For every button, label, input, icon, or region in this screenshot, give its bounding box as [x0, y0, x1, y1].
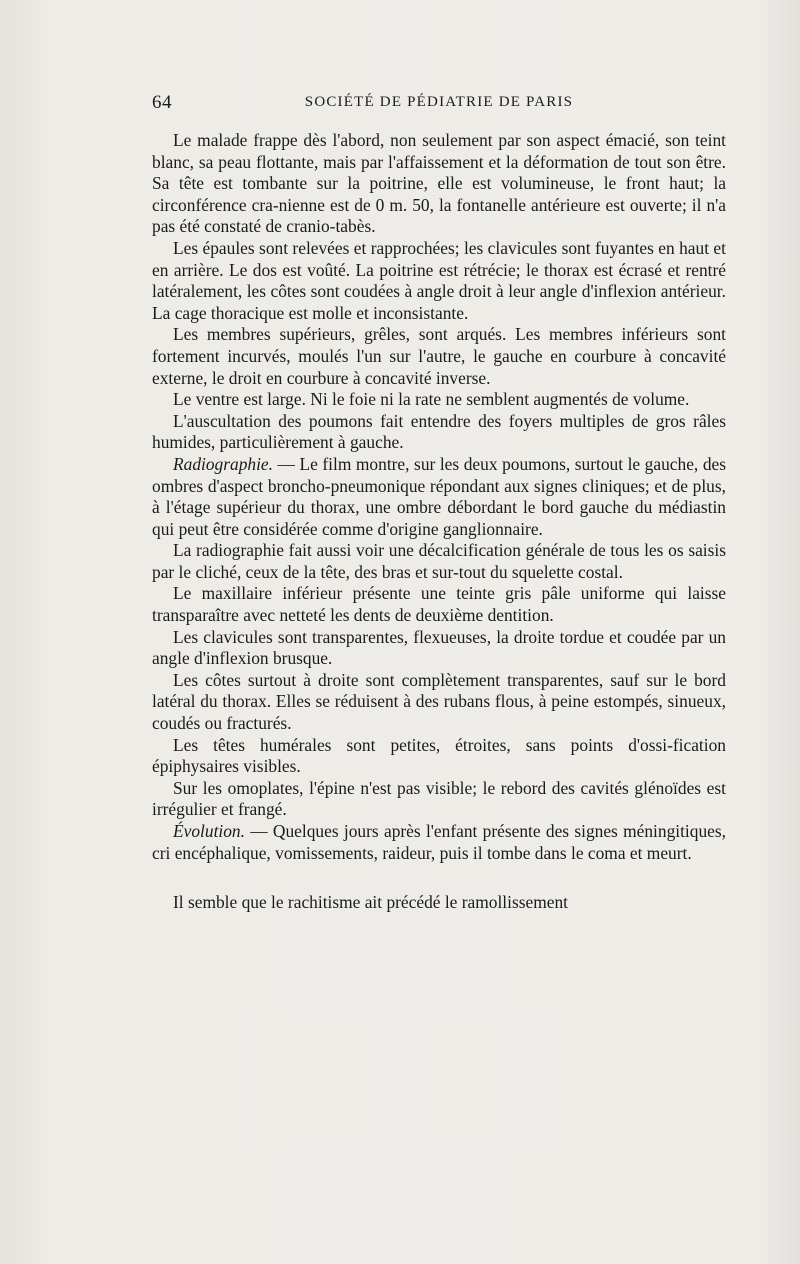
paragraph: Les clavicules sont transparentes, flexueuses, la droite tordue et coudée par un angle d'inflexion brusque.: [152, 626, 726, 669]
paragraph: Le maxillaire inférieur présente une teinte gris pâle uniforme qui laisse transparaître avec netteté les dents de deuxième dentition.: [152, 583, 726, 626]
paragraph: La radiographie fait aussi voir une décalcification générale de tous les os saisis par le cliché, ceux de la tête, des bras et sur-tout du squelette costal.: [152, 540, 726, 582]
paragraph: Il semble que le rachitisme ait précédé le ramollissement: [173, 892, 569, 913]
paragraph: Les têtes humérales sont petites, étroites, sans points d'ossi-fication épiphysaires visibles.: [152, 734, 726, 777]
paragraph: Le malade frappe dès l'abord, non seulement par son aspect émacié, son teint blanc, sa peau flottante, mais par l'affaissement et la déformation de tout son être. Sa tête est tombante sur la poitrine, elle est volumineuse, le front haut; la circonférence cra-nienne est de 0 m. 50, la fontanelle antérieure est ouverte; il n'a pas été constaté de cranio-tabès.: [152, 130, 726, 237]
paragraph: L'auscultation des poumons fait entendre des foyers multiples de gros râles humides, particulièrement à gauche.: [152, 410, 726, 453]
paragraph: Radiographie. — Le film montre, sur les deux poumons, surtout le gauche, des ombres d'aspect broncho-pneumonique répondant aux signes cliniques; et de plus, à l'étage supérieur du thorax, une ombre débordant le bord gauche du médiastin qui peut être considérée comme d'origine ganglionnaire.: [152, 453, 726, 539]
running-title: SOCIÉTÉ DE PÉDIATRIE DE PARIS: [304, 94, 574, 110]
paragraph: Les épaules sont relevées et rapprochées; les clavicules sont fuyantes en haut et en arrière. Le dos est voûté. La poitrine est rétrécie; le thorax est écrasé et rentré latéralement, les côtes sont coudées à angle droit à leur angle d'inflexion antérieur. La cage thoracique est molle et inconsistante.: [152, 237, 726, 323]
paragraph: Les membres supérieurs, grêles, sont arqués. Les membres inférieurs sont fortement incurvés, moulés l'un sur l'autre, le gauche en courbure à concavité externe, le droit en courbure à concavité inverse.: [152, 324, 726, 388]
page-number: 64: [152, 92, 172, 113]
section-lead: Radiographie.: [173, 453, 273, 474]
section-lead: Évolution.: [173, 821, 245, 841]
paragraph: Le ventre est large. Ni le foie ni la rate ne semblent augmentés de volume.: [173, 389, 690, 410]
paragraph: Les côtes surtout à droite sont complètement transparentes, sauf sur le bord latéral du thorax. Elles se réduisent à des rubans flous, à peine estompés, sinueux, coudés ou fracturés.: [152, 669, 726, 734]
paragraph: Sur les omoplates, l'épine n'est pas visible; le rebord des cavités glénoïdes est irrégulier et frangé.: [152, 777, 726, 820]
paragraph: Évolution. — Quelques jours après l'enfant présente des signes méningitiques, cri encéphalique, vomissements, raideur, puis il tombe dans le coma et meurt.: [152, 821, 726, 863]
body-text: [152, 130, 726, 914]
